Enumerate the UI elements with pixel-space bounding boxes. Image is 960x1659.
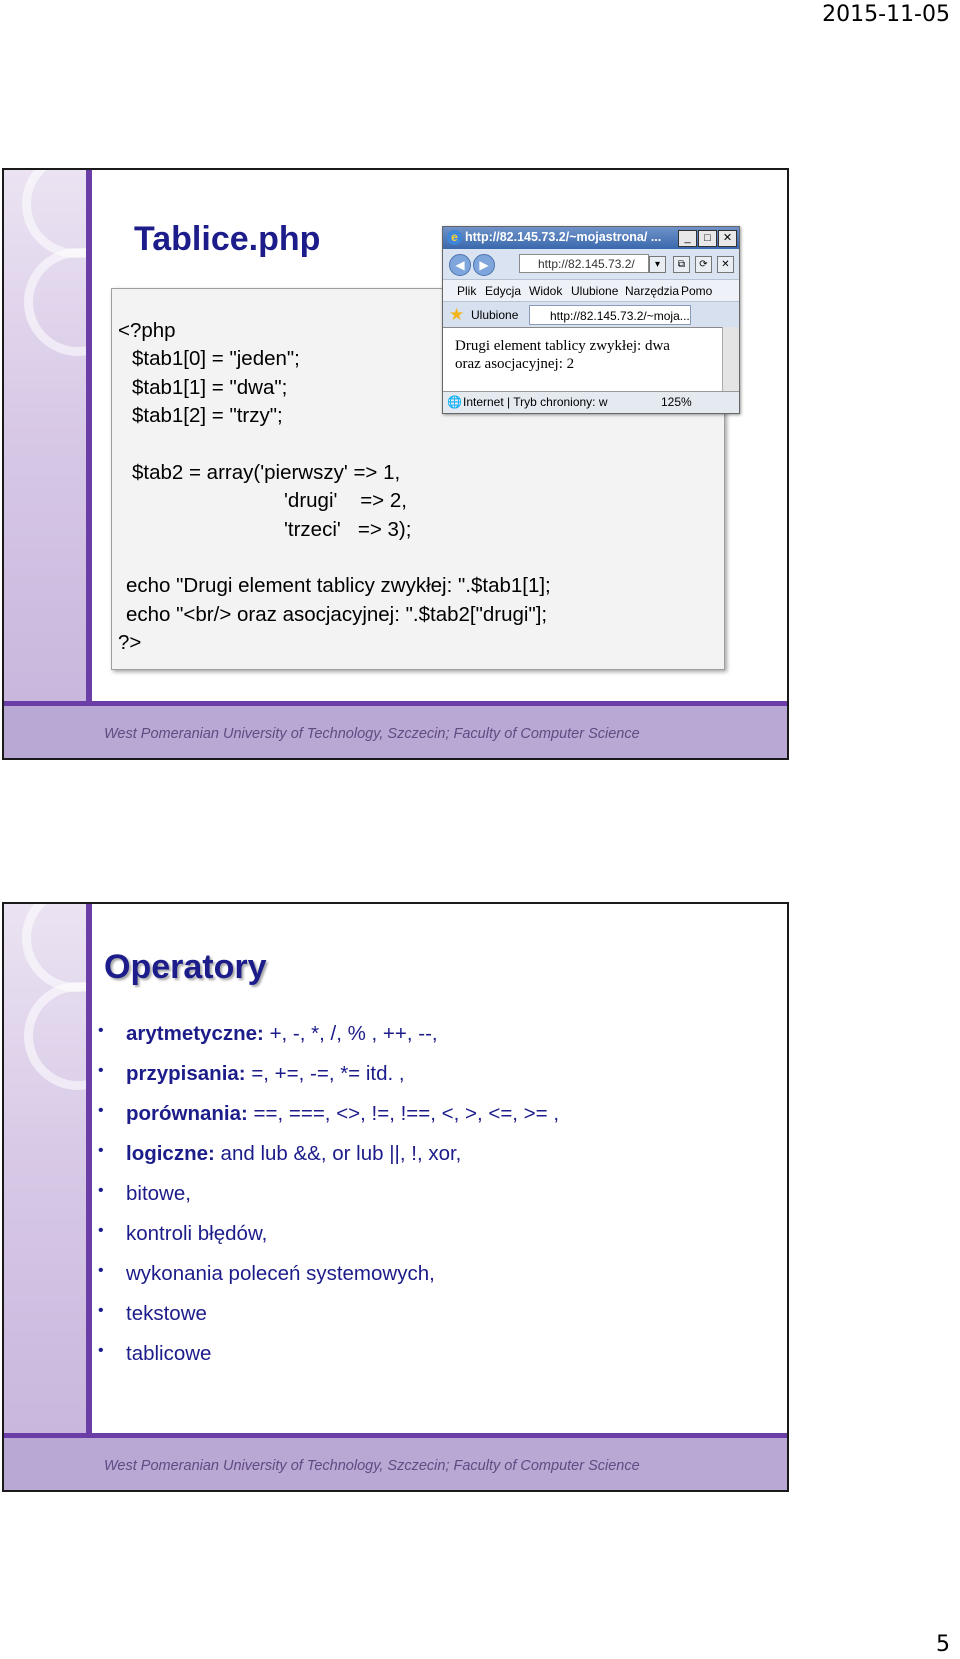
- slide-operatory: [2, 902, 789, 1492]
- list-item: [104, 1102, 560, 1142]
- operator-list: [104, 1022, 560, 1382]
- slide-side-line: [86, 904, 92, 1490]
- zoom-level[interactable]: 125%: [661, 395, 692, 409]
- page-number: 5: [936, 1632, 950, 1657]
- code-line: $tab1[1] = "dwa";: [132, 376, 288, 399]
- browser-navbar: [443, 249, 739, 279]
- slide-side-line: [86, 170, 92, 758]
- browser-window: [442, 226, 740, 414]
- dropdown-icon[interactable]: ▾: [649, 256, 666, 273]
- menu-item-pomoc[interactable]: Pomo: [681, 284, 713, 298]
- status-bar: [443, 391, 739, 413]
- slide-tablice: [2, 168, 789, 760]
- status-text: Internet | Tryb chroniony: w: [463, 395, 608, 409]
- slide-side-panel: [4, 170, 86, 758]
- maximize-icon[interactable]: □: [698, 230, 717, 247]
- forward-button[interactable]: ▶: [473, 254, 495, 276]
- page-date: 2015-11-05: [822, 2, 950, 27]
- decorative-ring: [22, 168, 130, 258]
- list-item: [104, 1062, 537, 1102]
- list-item: [104, 1022, 537, 1062]
- browser-tab[interactable]: http://82.145.73.2/~moja...: [529, 305, 691, 325]
- scrollbar[interactable]: [722, 327, 739, 391]
- code-line: <?php: [118, 319, 176, 342]
- slide-side-panel: [4, 904, 86, 1490]
- menu-item-ulubione[interactable]: Ulubione: [571, 284, 619, 298]
- bullet-text: tekstowe: [126, 1302, 207, 1325]
- star-icon[interactable]: ★: [449, 305, 465, 324]
- footer-text: West Pomeranian University of Technology, Szczecin; Faculty of Computer Science: [104, 726, 640, 742]
- menu-item-edycja[interactable]: Edycja: [485, 284, 522, 298]
- bullet-text: ==, ===, <>, !=, !==, <, >, <=, >= ,: [247, 1102, 560, 1125]
- menu-item-widok[interactable]: Widok: [529, 284, 563, 298]
- menu-item-narzedzia[interactable]: Narzędzia: [625, 284, 680, 298]
- page-text-line: Drugi element tablicy zwykłej: dwa: [455, 338, 670, 354]
- code-line: 'trzeci' => 3);: [284, 518, 412, 541]
- compat-view-icon[interactable]: ⧉: [673, 256, 690, 273]
- footer-band: [4, 1438, 787, 1490]
- bullet-label: porównania:: [126, 1102, 248, 1125]
- code-line: echo "<br/> oraz asocjacyjnej: ".$tab2["drugi"];: [126, 603, 548, 626]
- bullet-text: tablicowe: [126, 1342, 212, 1365]
- bullet-text: kontroli błędów,: [126, 1222, 268, 1245]
- browser-content: [443, 327, 723, 392]
- bullet-label: arytmetyczne:: [126, 1022, 264, 1045]
- list-item: [104, 1142, 537, 1182]
- list-item: [104, 1302, 537, 1342]
- footer-band: [4, 706, 787, 758]
- slide-title: Operatory: [104, 948, 267, 986]
- bullet-text: and lub &&, or lub ||, !, xor,: [214, 1142, 462, 1165]
- list-item: [104, 1222, 537, 1262]
- list-item: [104, 1262, 537, 1302]
- bullet-text: =, +=, -=, *= itd. ,: [245, 1062, 405, 1085]
- stop-icon[interactable]: ✕: [717, 256, 734, 273]
- page-text-line: oraz asocjacyjnej: 2: [455, 356, 575, 372]
- ie-logo-icon: e: [447, 230, 462, 245]
- close-icon[interactable]: ✕: [718, 230, 737, 247]
- favorites-label[interactable]: Ulubione: [471, 308, 519, 322]
- bullet-text: +, -, *, /, % , ++, --,: [263, 1022, 438, 1045]
- list-item: [104, 1342, 537, 1382]
- browser-title: http://82.145.73.2/~mojastrona/ ...: [465, 230, 662, 244]
- bullet-label: przypisania:: [126, 1062, 246, 1085]
- back-button[interactable]: ◀: [449, 254, 471, 276]
- code-line: $tab1[2] = "trzy";: [132, 404, 283, 427]
- code-line: $tab1[0] = "jeden";: [132, 347, 300, 370]
- bullet-text: bitowe,: [126, 1182, 191, 1205]
- browser-menubar: [443, 279, 739, 302]
- browser-titlebar: [443, 227, 739, 249]
- code-line: ?>: [118, 631, 142, 654]
- bullet-text: wykonania poleceń systemowych,: [126, 1262, 435, 1285]
- refresh-icon[interactable]: ⟳: [695, 256, 712, 273]
- list-item: [104, 1182, 537, 1222]
- minimize-icon[interactable]: _: [678, 230, 697, 247]
- code-line: 'drugi' => 2,: [284, 489, 407, 512]
- menu-item-plik[interactable]: Plik: [457, 284, 477, 298]
- code-line: echo "Drugi element tablicy zwykłej: ".$tab1[1];: [126, 574, 551, 597]
- bullet-label: logiczne:: [126, 1142, 215, 1165]
- slide-title: Tablice.php: [134, 220, 321, 258]
- globe-icon: 🌐: [447, 395, 462, 409]
- favorites-bar: [443, 301, 739, 328]
- address-bar[interactable]: http://82.145.73.2/: [519, 254, 649, 273]
- footer-text: West Pomeranian University of Technology, Szczecin; Faculty of Computer Science: [104, 1458, 640, 1474]
- code-line: $tab2 = array('pierwszy' => 1,: [132, 461, 401, 484]
